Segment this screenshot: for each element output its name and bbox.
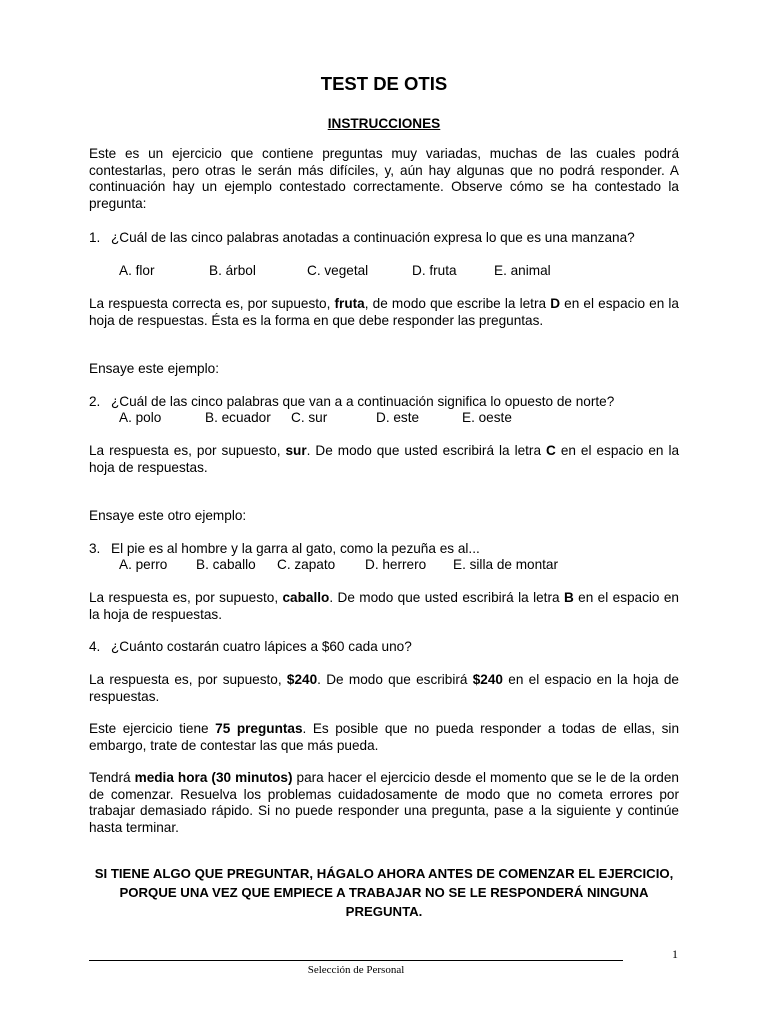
question-1 xyxy=(89,230,635,246)
answer-word: caballo xyxy=(282,590,330,605)
paragraph-text: Tendrá xyxy=(89,770,135,785)
question-count-paragraph xyxy=(89,721,679,754)
question-3-options xyxy=(0,557,768,573)
answer-text: La respuesta es, por supuesto, xyxy=(89,590,283,605)
instructions-heading: INSTRUCCIONES xyxy=(327,116,441,131)
option-d: D. fruta xyxy=(412,263,457,278)
answer-text: en el espacio en la hoja de respuestas. Ésta es la forma en que debe responder las preguntas. xyxy=(89,296,679,328)
option-c: C. sur xyxy=(291,410,328,425)
question-text: El pie es al hombre y la garra al gato, como la pezuña es al... xyxy=(111,541,480,556)
answer-word: fruta xyxy=(334,296,365,311)
answer-1-paragraph xyxy=(89,296,679,329)
try-example-1: Ensaye este ejemplo: xyxy=(89,361,219,376)
answer-text: en el espacio en la hoja de respuestas. xyxy=(89,443,680,475)
answer-text: , de modo que escribe la letra xyxy=(364,296,551,311)
paragraph-text: para hacer el ejercicio desde el momento que se le de la orden de comenzar. Resuelva los problemas cuidadosamente de modo que no cometa errores por trabajar demasiado rápido. Si no puede responder una pregunta, pase a la siguiente y continúe hasta terminar. xyxy=(89,770,679,835)
answer-amount: $240 xyxy=(286,672,318,687)
question-number: 4. xyxy=(89,639,101,654)
option-a: A. perro xyxy=(119,557,168,572)
document-title: TEST DE OTIS xyxy=(320,73,448,94)
answer-word: sur xyxy=(285,443,307,458)
option-b: B. caballo xyxy=(196,557,256,572)
intro-paragraph: Este es un ejercicio que contiene preguntas muy variadas, muchas de las cuales podrá contestarlas, pero otras le serán más difíciles, y, aún hay algunas que no podrá responder. A continuación hay un ejemplo contestado correctamente. Observe cómo se ha contestado la pregunta: xyxy=(89,146,679,211)
option-a: A. polo xyxy=(119,410,162,425)
question-4 xyxy=(89,639,412,655)
footer-label: Selección de Personal xyxy=(307,964,405,976)
question-number: 2. xyxy=(89,394,101,409)
answer-2-paragraph xyxy=(89,443,679,476)
try-example-2: Ensaye este otro ejemplo: xyxy=(89,508,247,523)
time-limit-paragraph xyxy=(89,770,679,836)
paragraph-text: Este ejercicio tiene xyxy=(89,721,216,736)
question-count: 75 preguntas xyxy=(215,721,303,736)
option-d: D. este xyxy=(376,410,420,425)
answer-text: en el espacio en la hoja de respuestas. xyxy=(89,590,679,622)
answer-text: La respuesta es, por supuesto, xyxy=(89,443,286,458)
option-a: A. flor xyxy=(119,263,155,278)
option-e: E. animal xyxy=(494,263,551,278)
answer-4-paragraph xyxy=(89,672,679,705)
time-limit: media hora (30 minutos) xyxy=(134,770,293,785)
paragraph-text: . Es posible que no pueda responder a todas de ellas, sin embargo, trate de contestar las que más pueda. xyxy=(89,721,680,753)
question-2-options xyxy=(0,410,768,426)
question-3 xyxy=(89,541,480,557)
answer-amount: $240 xyxy=(472,672,503,687)
question-2 xyxy=(89,394,614,410)
option-e: E. oeste xyxy=(462,410,512,425)
question-1-options xyxy=(0,263,768,279)
option-d: D. herrero xyxy=(365,557,427,572)
answer-text: . De modo que escribirá xyxy=(317,672,473,687)
answer-3-paragraph xyxy=(89,590,679,623)
question-text: ¿Cuánto costarán cuatro lápices a $60 cada uno? xyxy=(111,639,412,654)
answer-text: en el espacio en la hoja de respuestas. xyxy=(89,672,679,704)
page-number: 1 xyxy=(672,947,678,961)
footer-divider xyxy=(89,960,623,961)
question-number: 1. xyxy=(89,230,101,245)
question-number: 3. xyxy=(89,541,101,556)
question-text: ¿Cuál de las cinco palabras anotadas a continuación expresa lo que es una manzana? xyxy=(111,230,635,245)
answer-text: La respuesta es, por supuesto, xyxy=(89,672,287,687)
answer-text: . De modo que usted escribirá la letra xyxy=(329,590,564,605)
option-b: B. árbol xyxy=(209,263,256,278)
answer-text: . De modo que usted escribirá la letra xyxy=(306,443,547,458)
answer-letter: B xyxy=(563,590,574,605)
option-e: E. silla de montar xyxy=(453,557,559,572)
option-c: C. zapato xyxy=(277,557,336,572)
warning-notice: SI TIENE ALGO QUE PREGUNTAR, HÁGALO AHORA ANTES DE COMENZAR EL EJERCICIO, PORQUE UNA VEZ QUE EMPIECE A TRABAJAR NO SE LE RESPONDERÁ NINGUNA PREGUNTA. xyxy=(94,866,674,919)
answer-text: La respuesta correcta es, por supuesto, xyxy=(89,296,335,311)
answer-letter: C xyxy=(546,443,556,458)
option-c: C. vegetal xyxy=(307,263,369,278)
option-b: B. ecuador xyxy=(205,410,271,425)
answer-letter: D xyxy=(550,296,561,311)
question-text: ¿Cuál de las cinco palabras que van a a continuación significa lo opuesto de norte? xyxy=(111,394,615,409)
